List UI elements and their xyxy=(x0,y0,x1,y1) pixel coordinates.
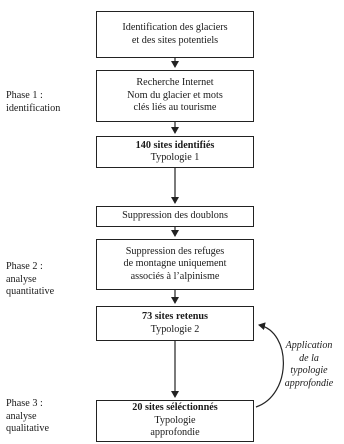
phase-2-line2: analyse xyxy=(6,273,37,285)
box-73-sites-line1: Typologie 2 xyxy=(150,323,200,335)
side-label-line4: approfondie xyxy=(284,377,334,389)
box-suppression-doublons xyxy=(96,206,254,227)
box-refuges-line2: de montagne uniquement xyxy=(123,258,227,270)
phase-1-label xyxy=(6,90,60,115)
box-suppression-refuges xyxy=(96,239,254,290)
box-140-sites xyxy=(96,136,254,168)
box-140-sites-title: 140 sites identifiés xyxy=(135,139,215,151)
box-recherche-internet xyxy=(96,70,254,122)
phase-1-line1: Phase 1 : xyxy=(6,90,43,101)
box-140-sites-line1: Typologie 1 xyxy=(150,152,200,163)
box-20-sites xyxy=(96,400,254,442)
box-identification-line1: Identification des glaciers xyxy=(122,22,228,33)
box-20-sites-title: 20 sites séléctionnés xyxy=(132,402,218,414)
side-label-application xyxy=(274,340,344,390)
box-20-sites-line2: approfondie xyxy=(150,427,200,439)
phase-3-line1: Phase 3 : xyxy=(6,398,43,409)
side-label-line2: de la xyxy=(299,352,319,364)
box-doublons-line1: Suppression des doublons xyxy=(122,210,228,222)
phase-3-line3: qualitative xyxy=(6,423,49,434)
box-73-sites xyxy=(96,306,254,341)
box-identification xyxy=(96,11,254,58)
phase-2-line1: Phase 2 : xyxy=(6,261,43,272)
phase-2-label xyxy=(6,261,54,299)
box-recherche-line3: clés liés au tourisme xyxy=(133,102,217,114)
phase-2-line3: quantitative xyxy=(6,286,55,297)
box-73-sites-title: 73 sites retenus xyxy=(141,311,209,322)
box-refuges-line1: Suppression des refuges xyxy=(125,245,225,257)
box-20-sites-line1: Typologie xyxy=(154,414,196,426)
side-label-line1: Application xyxy=(285,340,333,351)
phase-3-line2: analyse xyxy=(6,410,37,422)
box-identification-line2: et des sites potentiels xyxy=(131,34,219,46)
box-recherche-line1: Recherche Internet xyxy=(136,77,214,89)
box-refuges-line3: associés à l’alpinisme xyxy=(130,270,220,282)
side-label-line3: typologie xyxy=(290,365,328,376)
phase-1-line2: identification xyxy=(6,102,61,114)
phase-3-label xyxy=(6,398,49,436)
box-recherche-line2: Nom du glacier et mots xyxy=(127,89,223,101)
